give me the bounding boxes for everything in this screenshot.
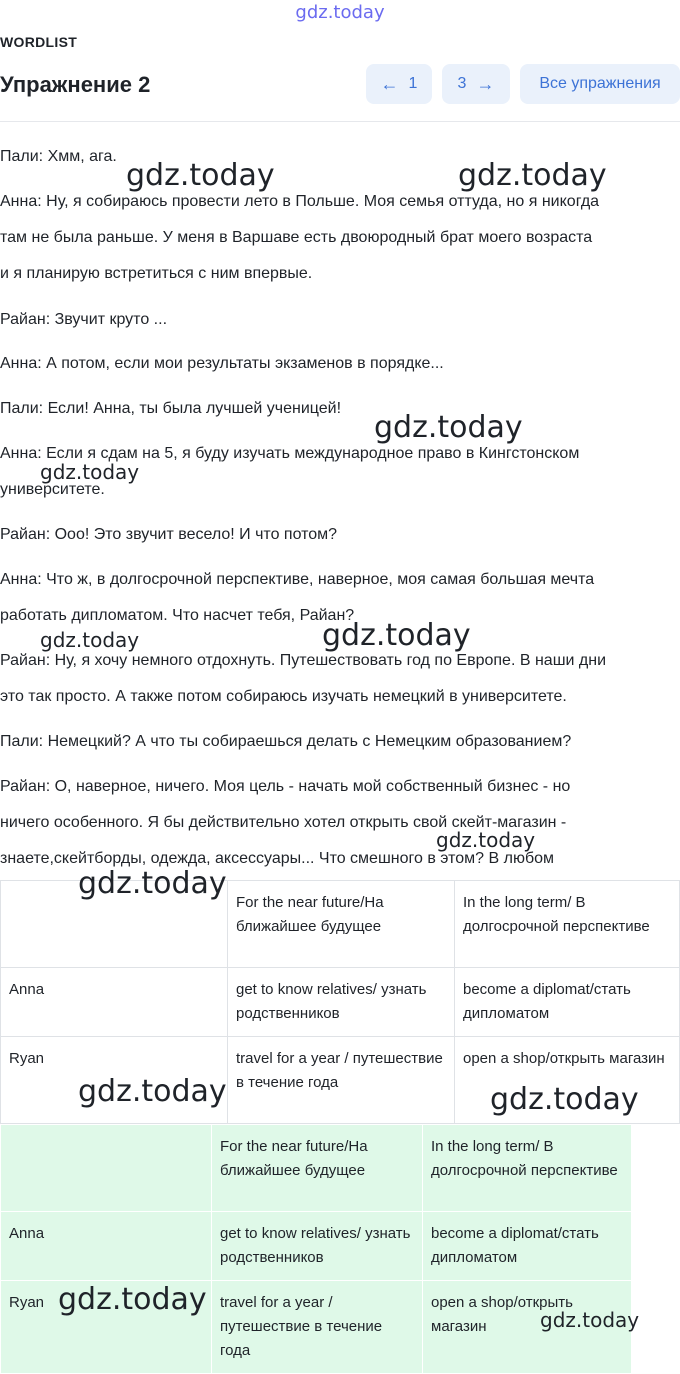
answer-table xyxy=(0,880,680,1124)
site-logo[interactable]: gdz.today xyxy=(295,2,385,23)
header-divider xyxy=(0,121,680,122)
table-row xyxy=(1,1212,632,1281)
dialogue-line: Анна: А потом, если мои результаты экзаменов в порядке... xyxy=(0,355,444,372)
dialogue-line: Райан: Ооо! Это звучит весело! И что потом? xyxy=(0,526,338,543)
page-title: Упражнение 2 xyxy=(0,72,151,97)
table-cell: Ryan xyxy=(1,1037,228,1124)
table-cell: become a diplomat/стать дипломатом xyxy=(455,968,680,1037)
watermark: gdz.today xyxy=(58,1282,207,1317)
table-cell: get to know relatives/ узнать родственников xyxy=(228,968,455,1037)
watermark: gdz.today xyxy=(78,866,227,901)
dialogue-line: Райан: Ну, я хочу немного отдохнуть. Путешествовать год по Европе. В наши дни xyxy=(0,652,607,669)
prev-exercise-number: 1 xyxy=(408,75,418,92)
table-header-row xyxy=(1,881,680,968)
prev-exercise-button[interactable] xyxy=(366,64,432,104)
watermark: gdz.today xyxy=(40,628,140,652)
wordlist-label[interactable]: WORDLIST xyxy=(0,34,78,50)
dialogue-line: университете. xyxy=(0,481,105,498)
watermark: gdz.today xyxy=(458,158,607,193)
dialogue-line: работать дипломатом. Что насчет тебя, Райан? xyxy=(0,607,355,624)
dialogue-line: Пали: Немецкий? А что ты собираешься делать с Немецким образованием? xyxy=(0,733,572,750)
watermark: gdz.today xyxy=(322,618,471,653)
dialogue-line: Анна: Ну, я собираюсь провести лето в Польше. Моя семья оттуда, но я никогда xyxy=(0,193,600,210)
dialogue-line: это так просто. А также потом собираюсь изучать немецкий в университете. xyxy=(0,688,567,705)
dialogue-line: там не была раньше. У меня в Варшаве есть двоюродный брат моего возраста xyxy=(0,229,593,246)
dialogue-line: и я планирую встретиться с ним впервые. xyxy=(0,265,313,282)
watermark: gdz.today xyxy=(40,460,140,484)
arrow-left-icon: ← xyxy=(380,73,399,94)
table-row xyxy=(1,1037,680,1124)
table-cell: For the near future/На ближайшее будущее xyxy=(228,881,455,968)
table-cell: Anna xyxy=(1,1212,212,1281)
dialogue-line: ничего особенного. Я бы действительно хотел открыть свой скейт-магазин - xyxy=(0,814,567,831)
watermark: gdz.today xyxy=(540,1308,640,1332)
watermark: gdz.today xyxy=(78,1074,227,1109)
watermark: gdz.today xyxy=(126,158,275,193)
table-row xyxy=(1,968,680,1037)
arrow-right-icon: → xyxy=(476,73,495,94)
table-cell xyxy=(1,1125,212,1212)
dialogue-line: Пали: Хмм, ага. xyxy=(0,148,117,165)
table-row xyxy=(1,1281,632,1374)
next-exercise-button[interactable] xyxy=(442,64,510,104)
watermark: gdz.today xyxy=(436,828,536,852)
table-cell: In the long term/ В долгосрочной перспективе xyxy=(455,881,680,968)
table-cell: Anna xyxy=(1,968,228,1037)
table-cell: travel for a year / путешествие в течение года xyxy=(228,1037,455,1124)
dialogue-line: знаете,скейтборды, одежда, аксессуары... Что смешного в этом? В любом xyxy=(0,850,555,867)
watermark: gdz.today xyxy=(374,410,523,445)
dialogue-line: Анна: Если я сдам на 5, я буду изучать международное право в Кингстонском xyxy=(0,445,580,462)
dialogue-line: Райан: О, наверное, ничего. Моя цель - начать мой собственный бизнес - но xyxy=(0,778,571,795)
table-cell: In the long term/ В долгосрочной перспективе xyxy=(423,1125,632,1212)
table-cell: Ryan xyxy=(1,1281,212,1374)
watermark: gdz.today xyxy=(490,1082,639,1117)
dialogue-line: Пали: Если! Анна, ты была лучшей ученицей! xyxy=(0,400,342,417)
dialogue-line: Анна: Что ж, в долгосрочной перспективе, наверное, моя самая большая мечта xyxy=(0,571,595,588)
all-exercises-button[interactable]: Все упражнения xyxy=(520,64,680,104)
answer-table-highlighted xyxy=(0,1124,632,1374)
table-cell: For the near future/На ближайшее будущее xyxy=(212,1125,423,1212)
table-cell: become a diplomat/стать дипломатом xyxy=(423,1212,632,1281)
table-header-row xyxy=(1,1125,632,1212)
table-cell: get to know relatives/ узнать родственников xyxy=(212,1212,423,1281)
dialogue-line: Райан: Звучит круто ... xyxy=(0,311,168,328)
table-cell: travel for a year / путешествие в течение года xyxy=(212,1281,423,1374)
table-cell xyxy=(1,881,228,968)
table-cell: open a shop/открыть магазин xyxy=(423,1281,632,1374)
table-cell: open a shop/открыть магазин xyxy=(455,1037,680,1124)
next-exercise-number: 3 xyxy=(457,75,467,92)
